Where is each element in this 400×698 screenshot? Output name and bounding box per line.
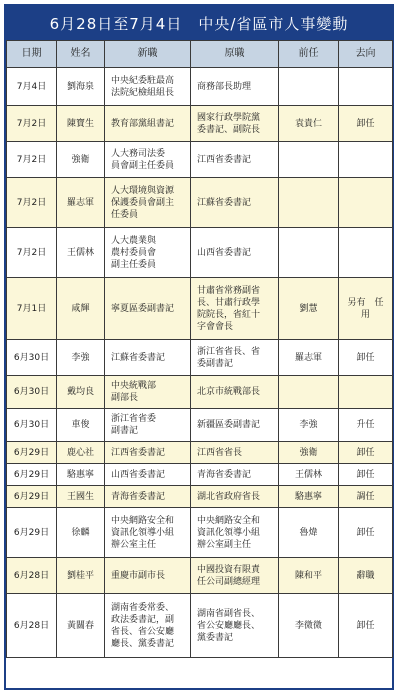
cell-date: 6月28日 bbox=[7, 558, 57, 594]
cell-old-post: 青海省委書記 bbox=[191, 464, 279, 486]
cell-new-post: 寧夏區委副書記 bbox=[105, 278, 191, 340]
table-row bbox=[7, 464, 393, 486]
cell-date: 7月2日 bbox=[7, 106, 57, 142]
table-header-row bbox=[7, 41, 393, 68]
cell-old-post: 國家行政學院黨 委書記、副院長 bbox=[191, 106, 279, 142]
cell-new-post: 重慶市副市長 bbox=[105, 558, 191, 594]
cell-old-post: 湖南省副省長、 省公安廳廳長、 黨委書記 bbox=[191, 594, 279, 658]
table-row bbox=[7, 409, 393, 442]
cell-new-post: 山西省委書記 bbox=[105, 464, 191, 486]
cell-name: 鹿心社 bbox=[57, 442, 105, 464]
cell-destination: 卸任 bbox=[339, 340, 393, 376]
cell-date: 7月2日 bbox=[7, 178, 57, 228]
cell-predecessor bbox=[279, 178, 339, 228]
cell-date: 6月30日 bbox=[7, 409, 57, 442]
cell-new-post: 中央統戰部 副部長 bbox=[105, 376, 191, 409]
table-row bbox=[7, 486, 393, 508]
cell-old-post: 山西省委書記 bbox=[191, 228, 279, 278]
table-row bbox=[7, 106, 393, 142]
cell-new-post: 中央紀委駐最高 法院紀檢組組長 bbox=[105, 68, 191, 106]
cell-destination: 卸任 bbox=[339, 442, 393, 464]
cell-destination: 辭職 bbox=[339, 558, 393, 594]
cell-destination bbox=[339, 142, 393, 178]
cell-destination: 卸任 bbox=[339, 464, 393, 486]
cell-predecessor: 羅志軍 bbox=[279, 340, 339, 376]
cell-name: 劉桂平 bbox=[57, 558, 105, 594]
cell-date: 6月28日 bbox=[7, 594, 57, 658]
cell-new-post: 浙江省省委 副書記 bbox=[105, 409, 191, 442]
cell-old-post: 湖北省政府省長 bbox=[191, 486, 279, 508]
personnel-table-panel bbox=[4, 4, 394, 690]
table-row bbox=[7, 228, 393, 278]
cell-destination bbox=[339, 68, 393, 106]
table-body bbox=[7, 68, 393, 658]
table-row bbox=[7, 142, 393, 178]
header-destination: 去向 bbox=[339, 41, 393, 68]
cell-predecessor: 王儒林 bbox=[279, 464, 339, 486]
cell-predecessor: 強衛 bbox=[279, 442, 339, 464]
cell-old-post: 新疆區委副書記 bbox=[191, 409, 279, 442]
cell-predecessor bbox=[279, 376, 339, 409]
cell-predecessor: 李微微 bbox=[279, 594, 339, 658]
cell-destination: 卸任 bbox=[339, 594, 393, 658]
cell-date: 6月29日 bbox=[7, 508, 57, 558]
table-row bbox=[7, 508, 393, 558]
cell-destination: 卸任 bbox=[339, 106, 393, 142]
cell-predecessor: 劉慧 bbox=[279, 278, 339, 340]
cell-new-post: 人大務司法委 員會副主任委員 bbox=[105, 142, 191, 178]
cell-new-post: 江蘇省委書記 bbox=[105, 340, 191, 376]
cell-new-post: 教育部黨組書記 bbox=[105, 106, 191, 142]
cell-new-post: 青海省委書記 bbox=[105, 486, 191, 508]
cell-old-post: 浙江省省長、省 委副書記 bbox=[191, 340, 279, 376]
table-row bbox=[7, 376, 393, 409]
cell-date: 7月4日 bbox=[7, 68, 57, 106]
cell-name: 黃關春 bbox=[57, 594, 105, 658]
cell-old-post: 北京市統戰部長 bbox=[191, 376, 279, 409]
cell-predecessor bbox=[279, 228, 339, 278]
cell-old-post: 江西省委書記 bbox=[191, 142, 279, 178]
cell-name: 戴均良 bbox=[57, 376, 105, 409]
table-title: 6月28日至7月4日 中央/省區市人事變動 bbox=[6, 6, 392, 40]
cell-date: 6月30日 bbox=[7, 376, 57, 409]
header-predecessor: 前任 bbox=[279, 41, 339, 68]
cell-destination: 升任 bbox=[339, 409, 393, 442]
table-row bbox=[7, 278, 393, 340]
cell-predecessor: 陳和平 bbox=[279, 558, 339, 594]
cell-date: 7月1日 bbox=[7, 278, 57, 340]
cell-predecessor: 魯煒 bbox=[279, 508, 339, 558]
cell-name: 徐麟 bbox=[57, 508, 105, 558]
cell-new-post: 中央網路安全和 資訊化領導小組 辦公室主任 bbox=[105, 508, 191, 558]
cell-destination: 卸任 bbox=[339, 508, 393, 558]
table-row bbox=[7, 594, 393, 658]
cell-date: 6月29日 bbox=[7, 486, 57, 508]
cell-date: 6月29日 bbox=[7, 464, 57, 486]
cell-name: 羅志軍 bbox=[57, 178, 105, 228]
cell-name: 駱惠寧 bbox=[57, 464, 105, 486]
cell-name: 王儒林 bbox=[57, 228, 105, 278]
table-row bbox=[7, 442, 393, 464]
cell-date: 6月30日 bbox=[7, 340, 57, 376]
cell-old-post: 江西省省長 bbox=[191, 442, 279, 464]
cell-predecessor bbox=[279, 68, 339, 106]
cell-date: 6月29日 bbox=[7, 442, 57, 464]
cell-old-post: 中國投資有限責 任公司副總經理 bbox=[191, 558, 279, 594]
cell-old-post: 江蘇省委書記 bbox=[191, 178, 279, 228]
table-row bbox=[7, 558, 393, 594]
personnel-table bbox=[6, 40, 393, 658]
cell-old-post: 甘肅省常務副省 長、甘肅行政學 院院長，省紅十 字會會長 bbox=[191, 278, 279, 340]
cell-destination bbox=[339, 228, 393, 278]
cell-name: 強衛 bbox=[57, 142, 105, 178]
cell-new-post: 湖南省委常委、 政法委書記，副 省長、省公安廳 廳長、黨委書記 bbox=[105, 594, 191, 658]
cell-name: 劉海泉 bbox=[57, 68, 105, 106]
table-row bbox=[7, 178, 393, 228]
header-date: 日期 bbox=[7, 41, 57, 68]
cell-destination: 調任 bbox=[339, 486, 393, 508]
table-row bbox=[7, 68, 393, 106]
header-name: 姓名 bbox=[57, 41, 105, 68]
cell-predecessor: 袁貴仁 bbox=[279, 106, 339, 142]
header-new-post: 新職 bbox=[105, 41, 191, 68]
cell-predecessor: 李強 bbox=[279, 409, 339, 442]
header-old-post: 原職 bbox=[191, 41, 279, 68]
cell-predecessor: 駱惠寧 bbox=[279, 486, 339, 508]
cell-destination bbox=[339, 178, 393, 228]
cell-destination: 另有 任 用 bbox=[339, 278, 393, 340]
cell-new-post: 人大環境與資源 保護委員會副主 任委員 bbox=[105, 178, 191, 228]
cell-name: 王國生 bbox=[57, 486, 105, 508]
cell-new-post: 人大農業與 農村委員會 副主任委員 bbox=[105, 228, 191, 278]
cell-old-post: 中央網路安全和 資訊化領導小組 辦公室副主任 bbox=[191, 508, 279, 558]
cell-date: 7月2日 bbox=[7, 142, 57, 178]
cell-predecessor bbox=[279, 142, 339, 178]
cell-name: 李強 bbox=[57, 340, 105, 376]
cell-name: 咸輝 bbox=[57, 278, 105, 340]
cell-name: 車俊 bbox=[57, 409, 105, 442]
table-row bbox=[7, 340, 393, 376]
cell-old-post: 商務部長助理 bbox=[191, 68, 279, 106]
cell-destination bbox=[339, 376, 393, 409]
cell-date: 7月2日 bbox=[7, 228, 57, 278]
cell-name: 陳寶生 bbox=[57, 106, 105, 142]
cell-new-post: 江西省委書記 bbox=[105, 442, 191, 464]
